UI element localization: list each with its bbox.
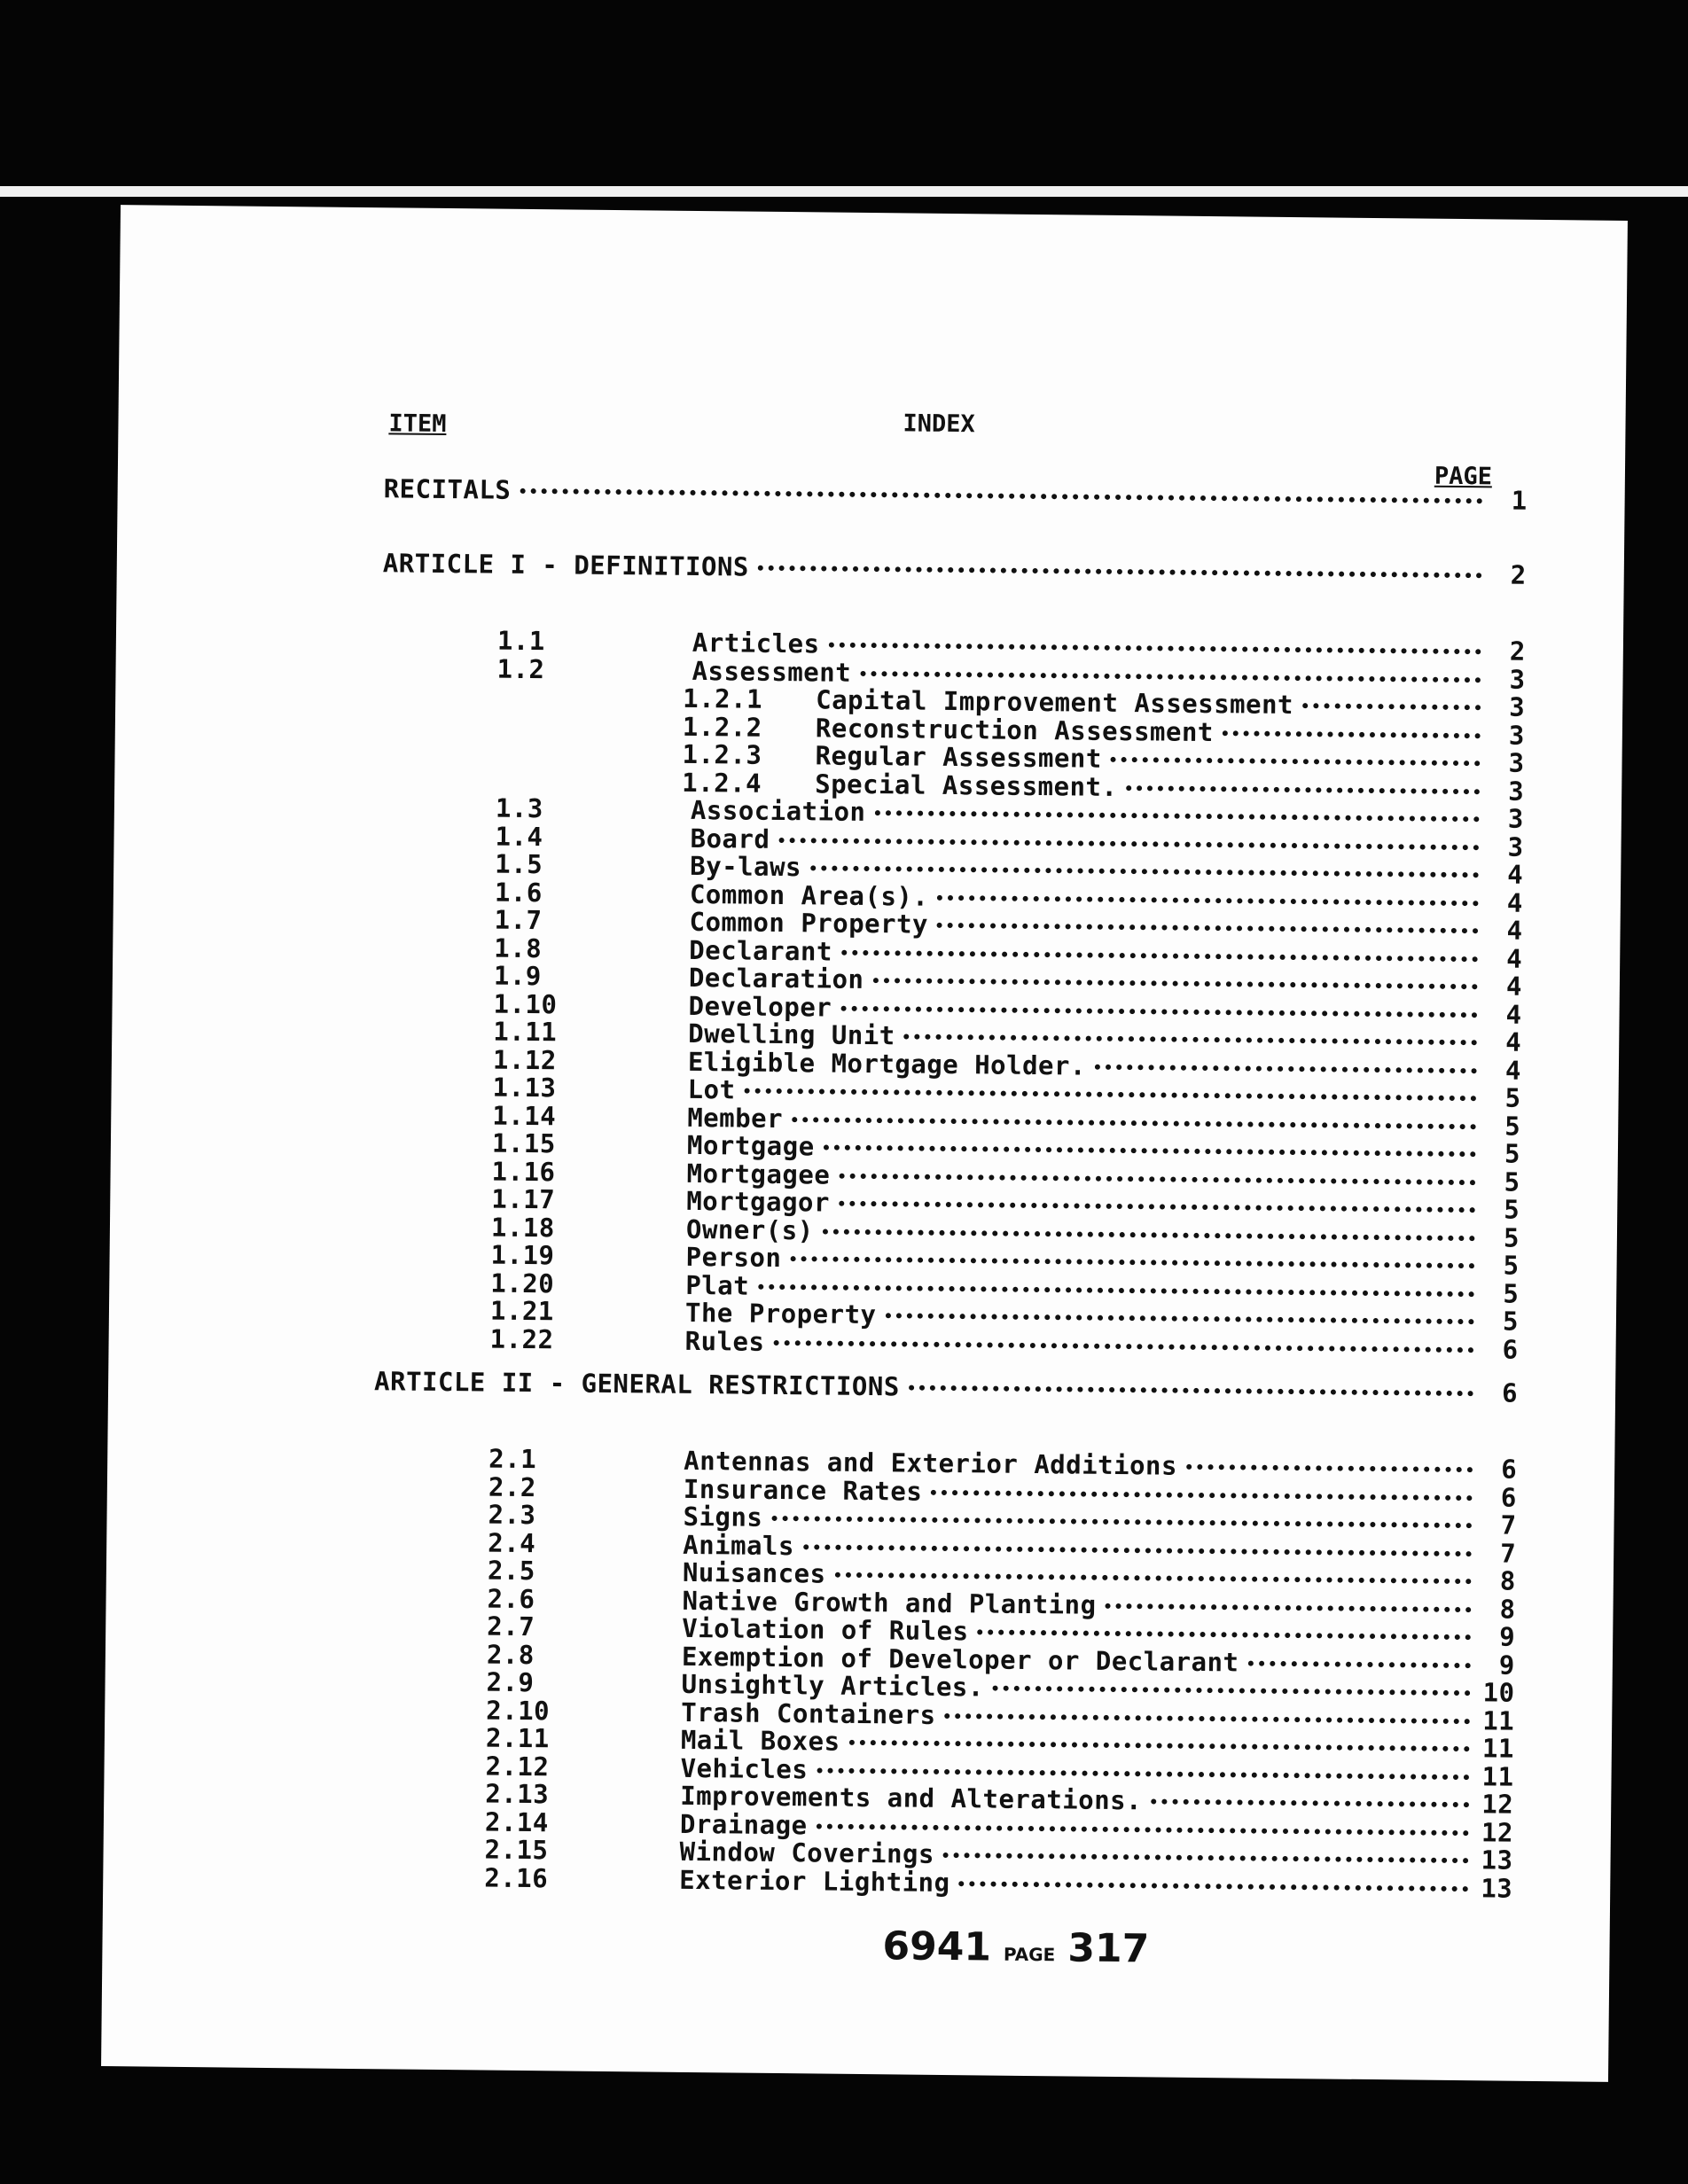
dot-leader xyxy=(817,1823,1469,1836)
dot-leader xyxy=(1126,785,1480,794)
dot-leader xyxy=(977,1629,1471,1640)
dot-leader xyxy=(1223,730,1481,738)
dot-leader xyxy=(823,1228,1475,1241)
dot-leader xyxy=(959,1881,1469,1892)
dot-leader xyxy=(792,1117,1476,1129)
entry-page-number: 9 xyxy=(1499,1621,1516,1652)
entry-page-number: 5 xyxy=(1504,1138,1521,1169)
entry-title: Association xyxy=(690,794,866,827)
dot-leader xyxy=(803,1544,1472,1556)
entry-page-number: 6 xyxy=(1502,1334,1519,1365)
entry-title: Trash Containers xyxy=(681,1696,936,1730)
dot-leader xyxy=(839,1201,1475,1213)
entry-page-number: 5 xyxy=(1504,1166,1520,1197)
dot-leader xyxy=(839,1173,1475,1185)
dot-leader xyxy=(943,1852,1469,1863)
entry-page-number: 11 xyxy=(1482,1704,1515,1736)
entry-number: 1.12 xyxy=(492,1044,557,1075)
index-section-heading xyxy=(383,548,1527,590)
document-page xyxy=(101,205,1628,2082)
entry-page-number: 11 xyxy=(1481,1760,1514,1792)
dot-leader xyxy=(841,949,1478,962)
entry-title: Exemption of Developer or Declarant xyxy=(681,1641,1239,1677)
dot-leader xyxy=(520,488,1482,503)
entry-number: 1.19 xyxy=(490,1239,555,1271)
entry-title: Lot xyxy=(687,1073,736,1105)
entry-page-number: 4 xyxy=(1505,971,1523,1002)
entry-number: 2.1 xyxy=(488,1443,537,1475)
entry-title: Nuisances xyxy=(682,1556,826,1589)
entry-page-number: 5 xyxy=(1504,1082,1521,1113)
entry-page-number: 12 xyxy=(1481,1816,1514,1848)
entry-page-number: 6 xyxy=(1501,1454,1518,1485)
book-page-stamp xyxy=(882,1923,1149,1971)
entry-page-number: 4 xyxy=(1505,1026,1522,1057)
dot-leader xyxy=(931,1489,1473,1500)
dot-leader xyxy=(1247,1660,1470,1668)
entry-page-number: 8 xyxy=(1499,1565,1517,1596)
entry-page-number: 3 xyxy=(1509,664,1526,695)
entry-page-number: 3 xyxy=(1508,747,1525,778)
entry-number: 1.9 xyxy=(493,960,543,992)
entry-title: Person xyxy=(685,1241,782,1274)
entry-title: The Property xyxy=(684,1297,877,1330)
entry-number: 1.15 xyxy=(491,1127,556,1159)
entry-page-number: 2 xyxy=(1509,636,1527,667)
entry-number: 1.6 xyxy=(494,877,543,908)
entry-title: Insurance Rates xyxy=(683,1473,923,1507)
entry-title: Mortgagor xyxy=(686,1185,831,1218)
dot-leader xyxy=(758,566,1482,579)
entry-number: 1.2 xyxy=(496,653,545,684)
entry-title: Animals xyxy=(683,1529,795,1561)
entry-title: Common Property xyxy=(689,906,929,940)
dot-leader xyxy=(874,810,1479,822)
entry-page-number: 2 xyxy=(1510,559,1527,590)
dot-leader xyxy=(1151,1798,1469,1807)
entry-title: Owner(s) xyxy=(685,1213,814,1245)
entry-title: Reconstruction Assessment xyxy=(815,712,1215,747)
page-number: 317 xyxy=(1067,1925,1150,1972)
entry-title: By-laws xyxy=(690,850,802,883)
entry-page-number: 3 xyxy=(1508,776,1525,807)
entry-number: 1.2.2 xyxy=(682,711,762,743)
entry-number: 2.9 xyxy=(486,1666,535,1698)
entry-number: 2.8 xyxy=(486,1639,535,1670)
entry-page-number: 5 xyxy=(1503,1222,1520,1253)
entry-number: 1.13 xyxy=(492,1072,557,1104)
entry-title: Eligible Mortgage Holder. xyxy=(687,1046,1087,1081)
dot-leader xyxy=(885,1313,1474,1324)
entry-number: 1.22 xyxy=(489,1323,554,1354)
dot-leader xyxy=(771,1516,1472,1528)
dot-leader xyxy=(744,1088,1476,1102)
entry-title: Board xyxy=(690,823,770,854)
dot-leader xyxy=(1302,703,1481,710)
entry-title: ARTICLE I - DEFINITIONS xyxy=(382,548,750,582)
entry-title: RECITALS xyxy=(383,473,512,505)
entry-title: Member xyxy=(687,1102,784,1134)
dot-leader xyxy=(909,1385,1473,1397)
entry-page-number: 3 xyxy=(1507,831,1524,862)
entry-page-number: 6 xyxy=(1500,1482,1518,1513)
entry-page-number: 8 xyxy=(1499,1594,1516,1625)
entry-page-number: 7 xyxy=(1500,1538,1517,1569)
dot-leader xyxy=(790,1256,1474,1268)
entry-number: 2.11 xyxy=(485,1722,550,1754)
entry-page-number: 3 xyxy=(1509,691,1526,722)
entry-number: 1.2.3 xyxy=(682,738,762,770)
entry-number: 1.10 xyxy=(493,988,558,1019)
entry-number: 2.6 xyxy=(487,1583,535,1614)
dot-leader xyxy=(810,865,1479,878)
dot-leader xyxy=(778,837,1479,849)
dot-leader xyxy=(1111,757,1481,766)
dot-leader xyxy=(824,1145,1476,1158)
dot-leader xyxy=(840,1005,1477,1018)
entry-number: 1.1 xyxy=(496,625,545,657)
entry-page-number: 5 xyxy=(1502,1306,1520,1337)
entry-page-number: 12 xyxy=(1481,1789,1514,1820)
entry-title: Common Area(s). xyxy=(689,878,929,912)
entry-number: 1.21 xyxy=(489,1295,555,1327)
entry-page-number: 10 xyxy=(1482,1677,1515,1708)
entry-number: 1.5 xyxy=(495,848,543,880)
entry-page-number: 3 xyxy=(1508,720,1526,751)
dot-leader xyxy=(1186,1464,1473,1472)
entry-number: 2.3 xyxy=(488,1499,536,1531)
dot-leader xyxy=(773,1339,1473,1352)
entry-page-number: 4 xyxy=(1504,1055,1522,1086)
dot-leader xyxy=(904,1034,1478,1045)
dot-leader xyxy=(829,643,1481,655)
page-title: INDEX xyxy=(903,410,975,439)
entry-title: Rules xyxy=(684,1325,765,1357)
entry-page-number: 3 xyxy=(1507,803,1525,834)
entry-title: Declaration xyxy=(688,962,864,994)
page-stamp-label: PAGE xyxy=(1003,1943,1056,1966)
entry-page-number: 4 xyxy=(1507,859,1524,890)
dot-leader xyxy=(1095,1064,1477,1073)
entry-number: 2.5 xyxy=(487,1555,535,1587)
index-section-heading xyxy=(384,473,1528,516)
entry-page-number: 13 xyxy=(1481,1872,1513,1904)
entry-number: 2.4 xyxy=(488,1527,536,1558)
entry-title: Regular Assessment xyxy=(815,740,1103,774)
entry-title: Window Coverings xyxy=(679,1836,935,1869)
entry-number: 1.20 xyxy=(490,1268,555,1299)
entry-title: Developer xyxy=(688,990,832,1023)
entry-title: Unsightly Articles. xyxy=(681,1668,984,1703)
dot-leader xyxy=(945,1712,1471,1723)
entry-page-number: 5 xyxy=(1503,1250,1520,1281)
entry-page-number: 5 xyxy=(1504,1194,1520,1225)
entry-number: 1.2.4 xyxy=(682,767,762,799)
entry-page-number: 1 xyxy=(1511,485,1528,516)
entry-title: Declarant xyxy=(689,934,833,967)
entry-page-number: 5 xyxy=(1503,1278,1520,1309)
entry-page-number: 4 xyxy=(1506,915,1523,946)
dot-leader xyxy=(872,978,1477,989)
dot-leader xyxy=(993,1686,1471,1696)
entry-title: Plat xyxy=(685,1269,750,1301)
dot-leader xyxy=(817,1767,1469,1780)
entry-number: 1.7 xyxy=(494,904,543,936)
item-column-header: ITEM xyxy=(388,410,447,439)
entry-title: Articles xyxy=(692,627,820,659)
dot-leader xyxy=(937,894,1479,905)
entry-title: Antennas and Exterior Additions xyxy=(684,1445,1178,1481)
entry-title: ARTICLE II - GENERAL RESTRICTIONS xyxy=(373,1366,900,1402)
entry-number: 2.10 xyxy=(486,1695,551,1726)
entry-title: Mortgagee xyxy=(686,1158,831,1190)
entry-title: Dwelling Unit xyxy=(688,1018,895,1051)
entry-title: Drainage xyxy=(679,1808,808,1840)
entry-title: Capital Improvement Assessment xyxy=(816,684,1294,721)
dot-leader xyxy=(848,1740,1469,1751)
entry-number: 1.18 xyxy=(490,1212,556,1243)
entry-page-number: 6 xyxy=(1501,1377,1519,1408)
entry-title: Vehicles xyxy=(680,1752,809,1784)
page-column-header: PAGE xyxy=(1434,462,1493,491)
entry-title: Violation of Rules xyxy=(682,1612,969,1647)
entry-number: 2.14 xyxy=(484,1806,549,1837)
entry-number: 2.15 xyxy=(484,1834,549,1866)
dot-leader xyxy=(758,1283,1474,1296)
entry-title: Signs xyxy=(683,1501,763,1533)
index-section-heading xyxy=(374,1366,1518,1408)
entry-title: Mortgage xyxy=(686,1129,815,1162)
book-number: 6941 xyxy=(882,1923,992,1970)
dot-leader xyxy=(860,670,1481,682)
entry-number: 1.16 xyxy=(491,1156,556,1187)
entry-title: Assessment xyxy=(692,655,852,688)
entry-number: 1.3 xyxy=(495,792,544,824)
entry-page-number: 4 xyxy=(1505,999,1522,1030)
dot-leader xyxy=(1105,1603,1471,1611)
dot-leader xyxy=(937,923,1479,933)
entry-number: 2.7 xyxy=(487,1611,535,1642)
entry-title: Native Growth and Planting xyxy=(682,1585,1097,1620)
entry-page-number: 4 xyxy=(1506,887,1524,918)
entry-number: 2.13 xyxy=(485,1778,550,1810)
entry-page-number: 4 xyxy=(1506,943,1523,974)
entry-number: 1.11 xyxy=(493,1016,558,1048)
dot-leader xyxy=(835,1572,1472,1585)
entry-page-number: 5 xyxy=(1504,1111,1521,1142)
entry-number: 2.2 xyxy=(488,1471,536,1502)
entry-number: 1.14 xyxy=(492,1100,557,1131)
entry-title: Mail Boxes xyxy=(680,1724,840,1757)
entry-title: Improvements and Alterations. xyxy=(680,1780,1143,1816)
entry-number: 2.12 xyxy=(485,1751,550,1782)
entry-number: 2.16 xyxy=(484,1862,549,1893)
entry-number: 1.17 xyxy=(491,1183,556,1215)
entry-page-number: 7 xyxy=(1500,1509,1517,1540)
entry-title: Exterior Lighting xyxy=(679,1864,950,1898)
entry-title: Special Assessment. xyxy=(815,768,1118,802)
entry-number: 1.8 xyxy=(494,932,543,963)
entry-page-number: 9 xyxy=(1498,1650,1516,1681)
entry-number: 1.2.1 xyxy=(683,682,763,714)
entry-number: 1.4 xyxy=(495,821,543,852)
entry-page-number: 11 xyxy=(1481,1733,1515,1764)
entry-page-number: 13 xyxy=(1481,1845,1513,1876)
scan-edge-strip xyxy=(0,186,1688,197)
